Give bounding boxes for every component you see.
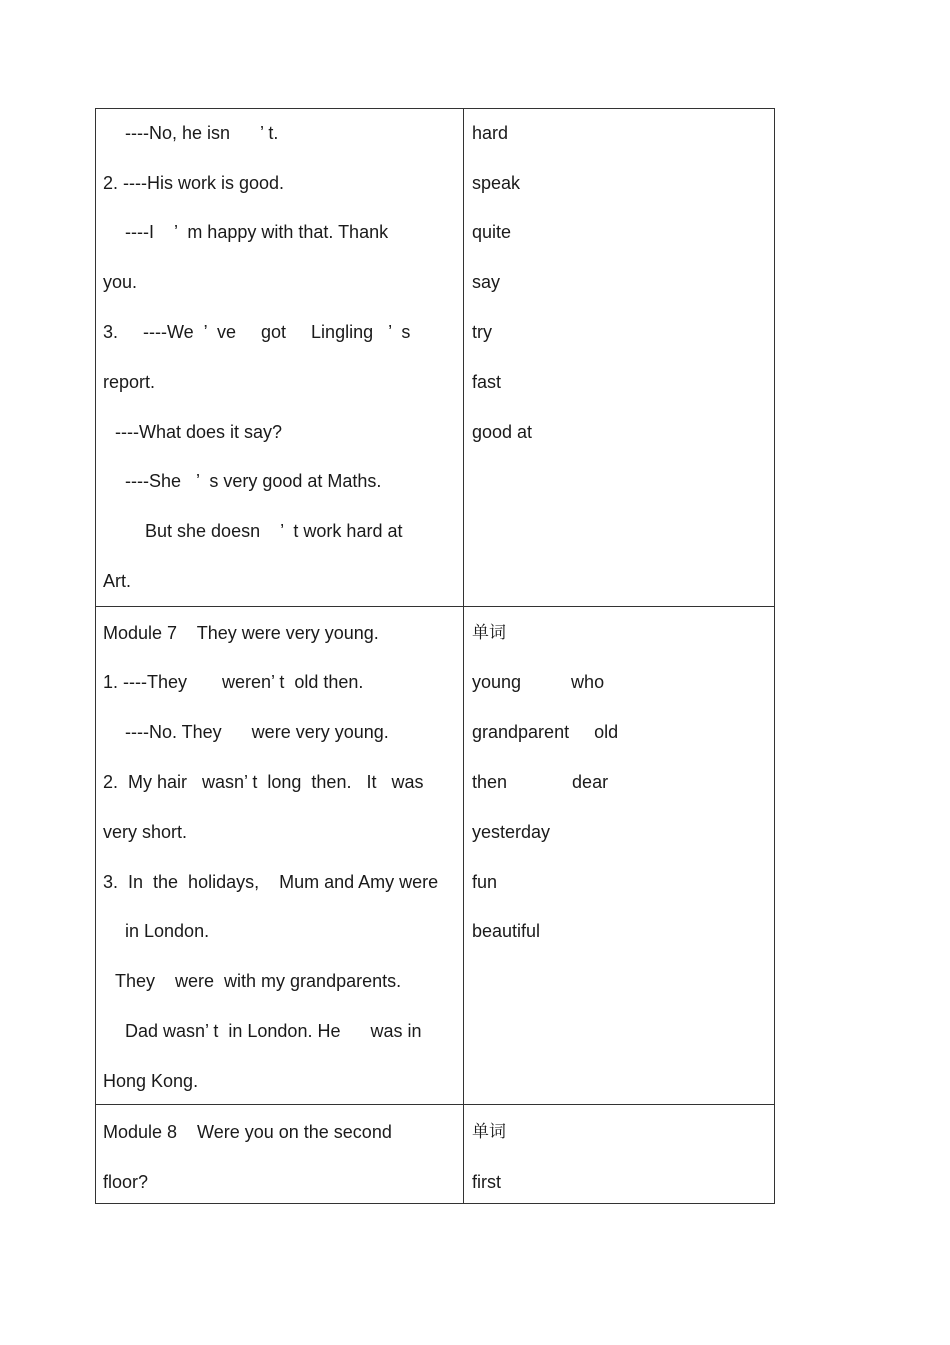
text-line: you.: [103, 272, 138, 292]
vocab-word: hard: [472, 123, 509, 143]
vocab-word: speak: [472, 173, 521, 193]
text-line: very short.: [103, 822, 188, 842]
vocab-heading: 单词: [472, 623, 506, 643]
text-line: ----I ’ m happy with that. Thank: [125, 222, 389, 242]
module-title: Module 8 Were you on the second: [103, 1122, 392, 1142]
module-title: Module 7 They were very young.: [103, 623, 379, 643]
text-line: They were with my grandparents.: [115, 971, 402, 991]
vocab-word: beautiful: [472, 921, 541, 941]
vocab-word: good at: [472, 422, 533, 442]
vocab-word: yesterday: [472, 822, 551, 842]
text-line: Art.: [103, 571, 132, 591]
text-line: ----She ’ s very good at Maths.: [125, 471, 382, 491]
vocab-word: grandparent old: [472, 722, 619, 742]
vocab-word: try: [472, 322, 492, 342]
text-line: ----No. They were very young.: [125, 722, 389, 742]
vocab-word: then dear: [472, 772, 609, 792]
text-line: Hong Kong.: [103, 1071, 199, 1091]
text-line: 2. ----His work is good.: [103, 173, 285, 193]
text-line: in London.: [125, 921, 210, 941]
vocab-word: first: [472, 1172, 501, 1192]
row-divider: [96, 1104, 774, 1105]
text-line: floor?: [103, 1172, 149, 1192]
text-line: ----No, he isn ’ t.: [125, 123, 279, 143]
text-line: 3. In the holidays, Mum and Amy were: [103, 872, 439, 892]
vocab-heading: 单词: [472, 1122, 506, 1142]
document-table: [95, 108, 775, 1204]
text-line: 3. ----We ’ ve got Lingling ’ s: [103, 322, 411, 342]
vocab-word: say: [472, 272, 501, 292]
row-divider: [96, 606, 774, 607]
text-line: But she doesn ’ t work hard at: [145, 521, 403, 541]
vocab-word: young who: [472, 672, 605, 692]
text-line: Dad wasn’ t in London. He was in: [125, 1021, 422, 1041]
text-line: 1. ----They weren’ t old then.: [103, 672, 364, 692]
column-divider: [463, 109, 464, 1203]
text-line: ----What does it say?: [115, 422, 283, 442]
vocab-word: fun: [472, 872, 498, 892]
vocab-word: quite: [472, 222, 512, 242]
vocab-word: fast: [472, 372, 502, 392]
text-line: report.: [103, 372, 156, 392]
text-line: 2. My hair wasn’ t long then. It was: [103, 772, 424, 792]
